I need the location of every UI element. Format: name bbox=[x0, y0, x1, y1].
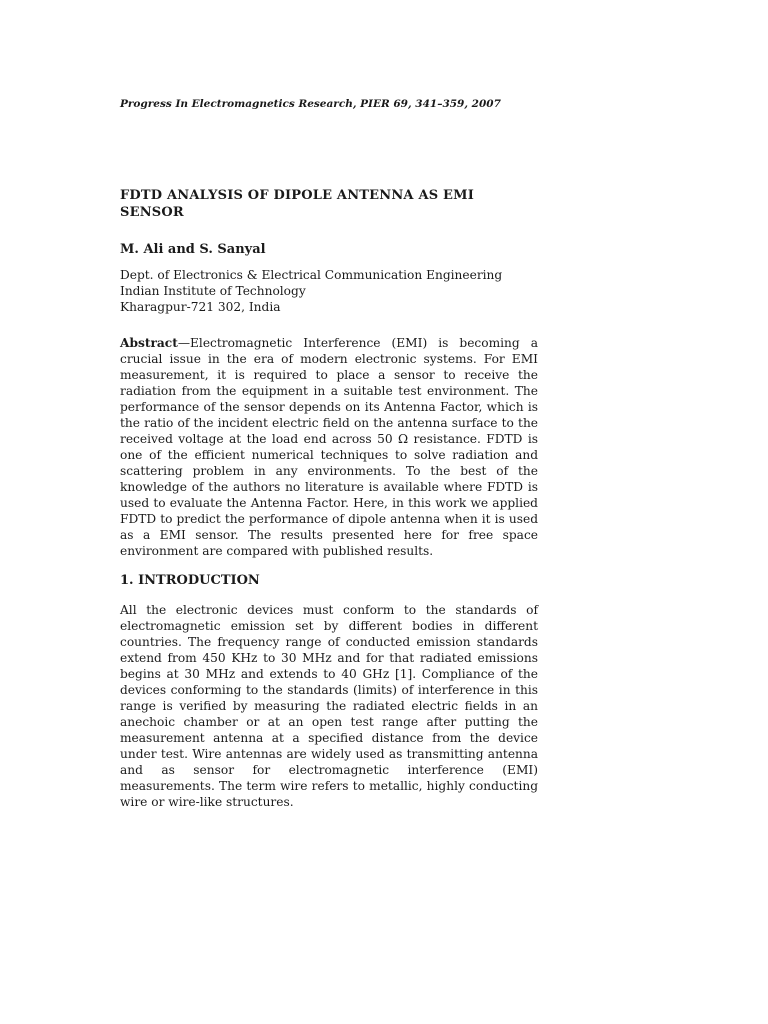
abstract bbox=[120, 335, 538, 559]
section-heading-introduction: 1. INTRODUCTION bbox=[120, 573, 260, 588]
affiliation-line: Indian Institute of Technology bbox=[120, 284, 306, 298]
journal-citation: Progress In Electromagnetics Research, PIER 69, 341–359, 2007 bbox=[120, 98, 501, 110]
affiliation-line: Kharagpur-721 302, India bbox=[120, 300, 281, 314]
affiliation-line: Dept. of Electronics & Electrical Communication Engineering bbox=[120, 268, 503, 282]
section-body-introduction: All the electronic devices must conform to the standards of electromagnetic emission set by different bodies in different countries. The frequency range of conducted emission standards extend from 450 KHz to 30 MHz and for that radiated emissions begins at 30 MHz and extends to 40 GHz [1]. Compliance of the devices conforming to the standards (limits) of interference in this range is verified by measuring the radiated electric fields in an anechoic chamber or at an open test range after putting the measurement antenna at a specified distance from the device under test. Wire antennas are widely used as transmitting antenna and as sensor for electromagnetic interference (EMI) measurements. The term wire refers to metallic, highly conducting wire or wire-like structures. bbox=[120, 603, 538, 809]
paper-authors: M. Ali and S. Sanyal bbox=[120, 242, 266, 257]
abstract-label: Abstract bbox=[120, 336, 178, 350]
author-affiliation bbox=[120, 267, 540, 315]
abstract-text: —Electromagnetic Interference (EMI) is becoming a crucial issue in the era of modern electronic systems. For EMI measurement, it is required to place a sensor to receive the radiation from the equipment in a suitable test environment. The performance of the sensor depends on its Antenna Factor, which is the ratio of the incident electric field on the antenna surface to the received voltage at the load end across 50 Ω resistance. FDTD is one of the efficient numerical techniques to solve radiation and scattering problem in any environments. To the best of the knowledge of the authors no literature is available where FDTD is used to evaluate the Antenna Factor. Here, in this work we applied FDTD to predict the performance of dipole antenna when it is used as a EMI sensor. The results presented here for free space environment are compared with published results. bbox=[120, 336, 538, 558]
paper-title: FDTD ANALYSIS OF DIPOLE ANTENNA AS EMI SENSOR bbox=[120, 188, 475, 220]
